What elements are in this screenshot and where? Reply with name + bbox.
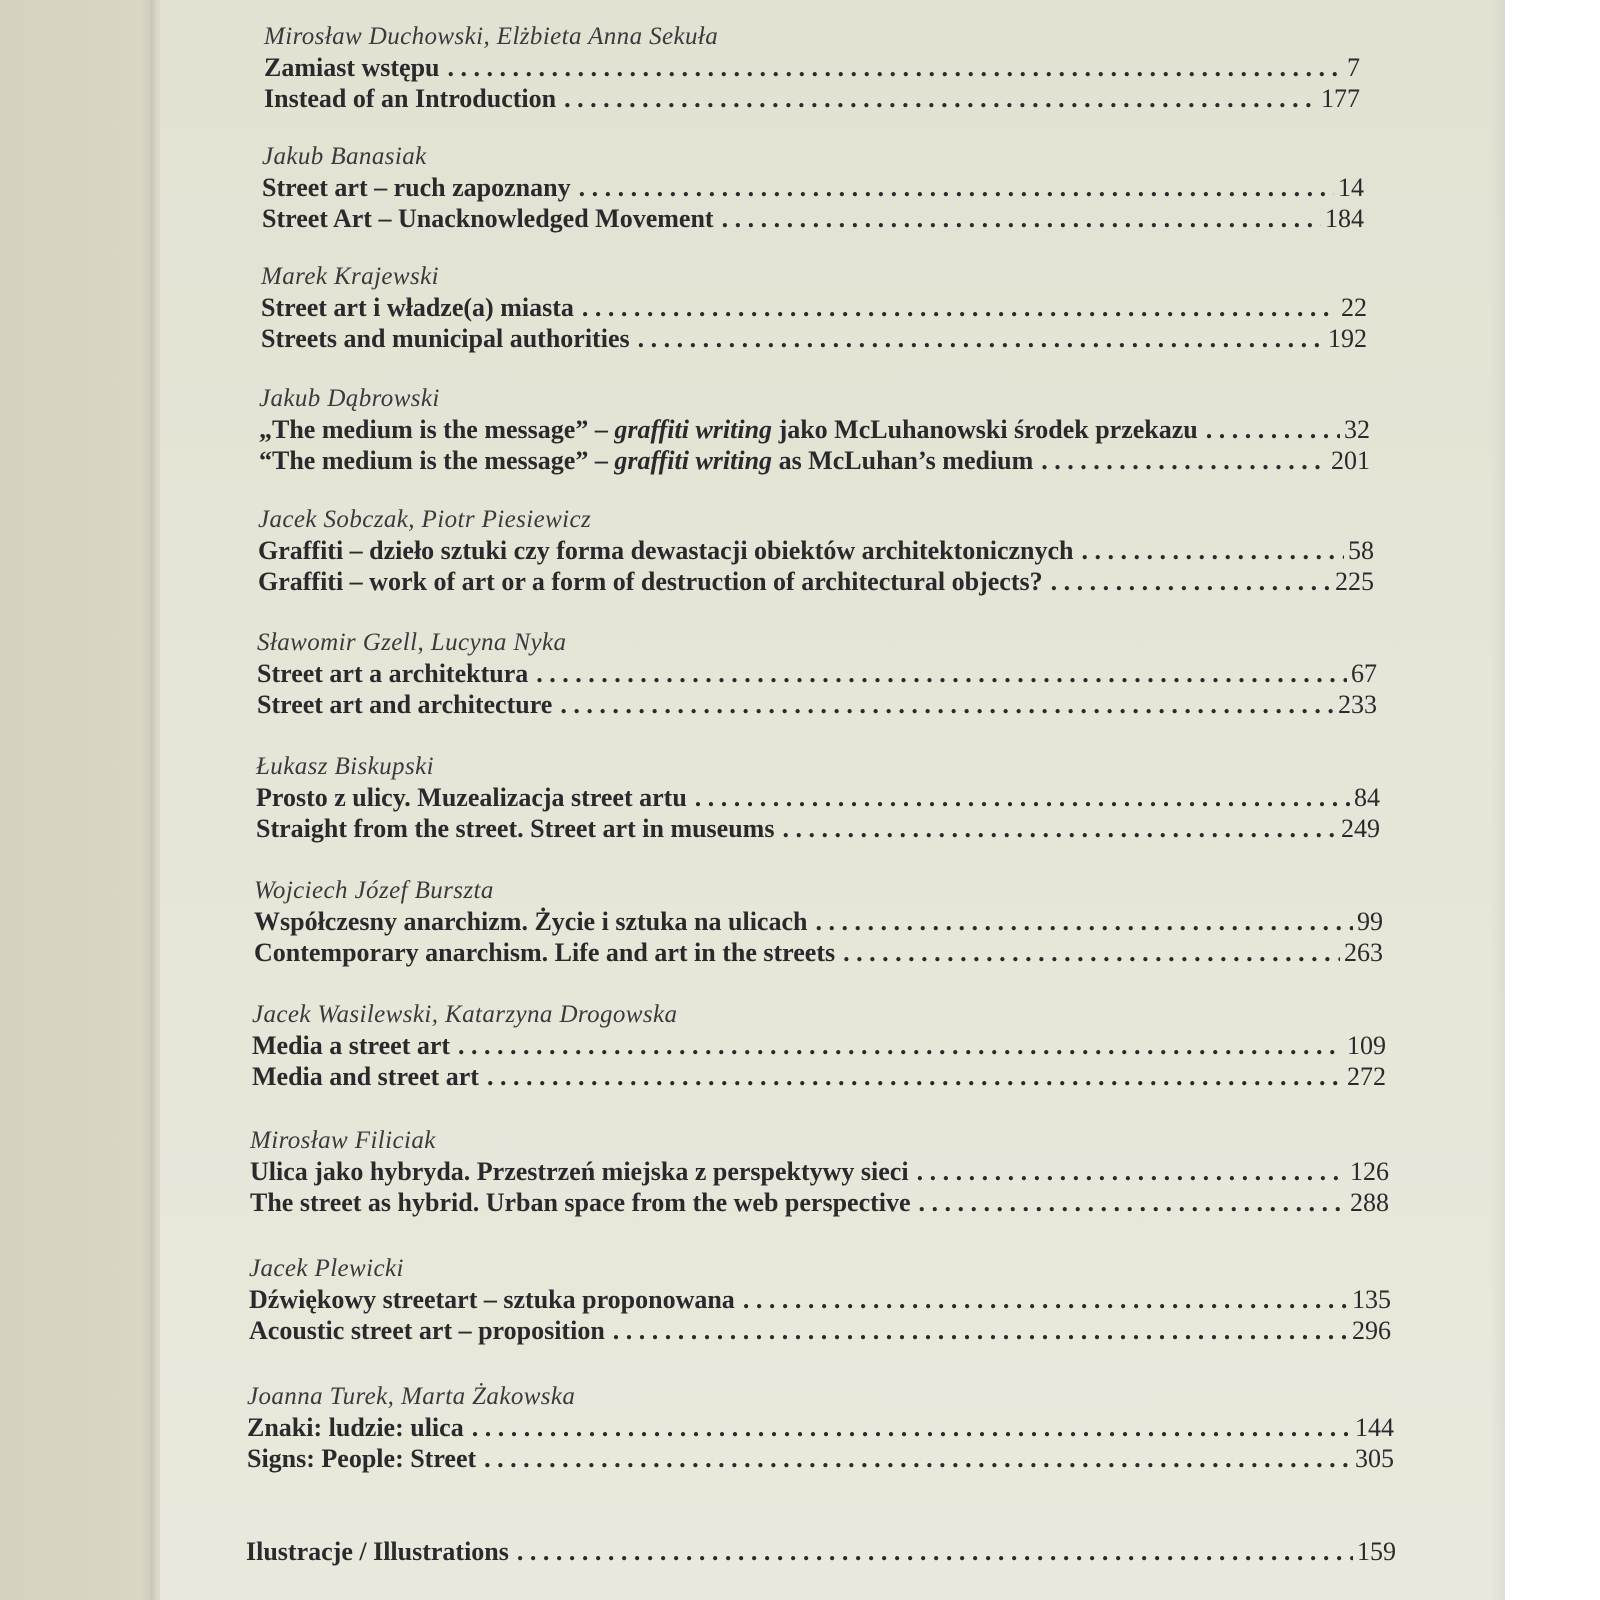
page-number: 296: [1352, 1316, 1391, 1345]
entry-title: Dźwiękowy streetart – sztuka proponowana: [249, 1285, 735, 1314]
toc-entry: [249, 1254, 1391, 1346]
entry-title: Ulica jako hybryda. Przestrzeń miejska z perspektywy sieci: [250, 1157, 909, 1186]
page-number: 84: [1354, 783, 1380, 812]
toc-entry: [254, 876, 1383, 968]
entry-title: Street art a architektura: [257, 659, 529, 688]
dot-leader: [1082, 535, 1345, 566]
dot-leader: [582, 292, 1337, 323]
entry-title: Prosto z ulicy. Muzealizacja street artu: [256, 783, 687, 812]
dot-leader: [695, 782, 1350, 813]
dot-leader: [560, 689, 1334, 720]
entry-title: Streets and municipal authorities: [261, 324, 630, 353]
page-number: 305: [1355, 1444, 1394, 1473]
entry-line[interactable]: [246, 1536, 1396, 1567]
entry-line-en[interactable]: [249, 1315, 1391, 1346]
entry-line-pl[interactable]: [262, 172, 1364, 203]
toc-entry: [247, 1382, 1394, 1474]
dot-leader: [1041, 445, 1327, 476]
entry-line-pl[interactable]: [247, 1412, 1394, 1443]
entry-author: Joanna Turek, Marta Żakowska: [247, 1383, 576, 1410]
title-emphasis: graffiti writing: [614, 446, 773, 475]
page-number: 144: [1355, 1413, 1394, 1442]
entry-title: Ilustracje / Illustrations: [246, 1537, 509, 1566]
entry-line-en[interactable]: [252, 1061, 1386, 1092]
entry-line-en[interactable]: [259, 445, 1370, 476]
dot-leader: [536, 658, 1347, 689]
entry-title: [259, 414, 1198, 445]
entry-author: Jakub Dąbrowski: [259, 385, 440, 412]
entry-author: Łukasz Biskupski: [256, 753, 434, 780]
entry-author: Jacek Sobczak, Piotr Piesiewicz: [258, 506, 592, 533]
entry-line-pl[interactable]: [259, 414, 1370, 445]
entry-line-pl[interactable]: [257, 658, 1377, 689]
dot-leader: [1206, 414, 1340, 445]
title-emphasis: graffiti writing: [614, 415, 773, 444]
dot-leader: [484, 1443, 1351, 1474]
entry-title: Street art – ruch zapoznany: [262, 173, 571, 202]
entry-line-pl[interactable]: [261, 292, 1367, 323]
dot-leader: [472, 1412, 1351, 1443]
entry-title: Street Art – Unacknowledged Movement: [262, 204, 714, 233]
page-number: 201: [1331, 446, 1370, 475]
page-number: 159: [1357, 1537, 1396, 1566]
dot-leader: [487, 1061, 1343, 1092]
entry-author: Sławomir Gzell, Lucyna Nyka: [257, 629, 567, 656]
entry-line-pl[interactable]: [258, 535, 1374, 566]
toc-entry: [261, 262, 1367, 354]
entry-line-en[interactable]: [254, 937, 1383, 968]
dot-leader: [782, 813, 1337, 844]
title-part: jako McLuhanowski środek przekazu: [772, 415, 1198, 444]
entry-title: Graffiti – dzieło sztuki czy forma dewastacji obiektów architektonicznych: [258, 536, 1074, 565]
entry-title: Street art and architecture: [257, 690, 553, 719]
entry-title: Media and street art: [252, 1062, 479, 1091]
entry-line-en[interactable]: [256, 813, 1380, 844]
page-number: 192: [1328, 324, 1367, 353]
entry-author: Mirosław Duchowski, Elżbieta Anna Sekuła: [264, 23, 719, 50]
dot-leader: [843, 937, 1340, 968]
entry-author: Wojciech Józef Burszta: [254, 877, 494, 904]
dot-leader: [638, 323, 1324, 354]
entry-title: Signs: People: Street: [247, 1444, 477, 1473]
entry-author: Marek Krajewski: [261, 263, 439, 290]
entry-title: [259, 445, 1033, 476]
toc-entry: [250, 1126, 1389, 1218]
entry-author: Jakub Banasiak: [262, 143, 427, 170]
entry-line-en[interactable]: [247, 1443, 1394, 1474]
entry-author: Mirosław Filiciak: [250, 1127, 436, 1154]
entry-title: Straight from the street. Street art in museums: [256, 814, 775, 843]
page-number: 32: [1344, 415, 1370, 444]
page-number: 249: [1341, 814, 1380, 843]
dot-leader: [517, 1536, 1353, 1567]
page-number: 225: [1335, 567, 1374, 596]
toc-entry: [257, 628, 1377, 720]
entry-title: The street as hybrid. Urban space from the web perspective: [250, 1188, 911, 1217]
entry-title: Media a street art: [252, 1031, 451, 1060]
entry-title: Znaki: ludzie: ulica: [247, 1413, 464, 1442]
entry-line-pl[interactable]: [250, 1156, 1389, 1187]
dot-leader: [613, 1315, 1348, 1346]
page-number: 109: [1347, 1031, 1386, 1060]
entry-line-en[interactable]: [250, 1187, 1389, 1218]
title-part: as McLuhan’s medium: [772, 446, 1034, 475]
dot-leader: [722, 203, 1321, 234]
entry-title: Acoustic street art – proposition: [249, 1316, 605, 1345]
dot-leader: [743, 1284, 1348, 1315]
page-number: 288: [1350, 1188, 1389, 1217]
entry-line-pl[interactable]: [254, 906, 1383, 937]
toc-entry-illustrations: [246, 1536, 1396, 1567]
entry-title: Street art i władze(a) miasta: [261, 293, 574, 322]
page-number: 58: [1348, 536, 1374, 565]
entry-title: Contemporary anarchism. Life and art in the streets: [254, 938, 836, 967]
toc-entry: [256, 752, 1380, 844]
entry-line-en[interactable]: [264, 83, 1360, 114]
dot-leader: [815, 906, 1353, 937]
page-number: 126: [1350, 1157, 1389, 1186]
toc-entry: [264, 22, 1360, 114]
entry-title: Graffiti – work of art or a form of destruction of architectural objects?: [258, 567, 1043, 596]
dot-leader: [448, 52, 1343, 83]
toc-entry: [258, 505, 1374, 597]
toc-entry: [252, 1000, 1386, 1092]
entry-line-pl[interactable]: [249, 1284, 1391, 1315]
page-number: 22: [1341, 293, 1367, 322]
title-part: “The medium is the message” –: [259, 446, 615, 475]
page-number: 14: [1338, 173, 1364, 202]
entry-line-pl[interactable]: [264, 52, 1360, 83]
entry-title: Współczesny anarchizm. Życie i sztuka na ulicach: [254, 907, 808, 936]
entry-line-pl[interactable]: [252, 1030, 1386, 1061]
entry-title: Zamiast wstępu: [264, 53, 440, 82]
dot-leader: [564, 83, 1317, 114]
entry-author: Jacek Wasilewski, Katarzyna Drogowska: [252, 1001, 678, 1028]
page-number: 184: [1325, 204, 1364, 233]
page-number: 272: [1347, 1062, 1386, 1091]
dot-leader: [917, 1156, 1346, 1187]
entry-line-en[interactable]: [261, 323, 1367, 354]
page-number: 7: [1347, 53, 1360, 82]
entry-line-pl[interactable]: [256, 782, 1380, 813]
entry-line-en[interactable]: [257, 689, 1377, 720]
title-part: „The medium is the message” –: [259, 415, 615, 444]
page-number: 67: [1351, 659, 1377, 688]
dot-leader: [919, 1187, 1346, 1218]
entry-line-en[interactable]: [262, 203, 1364, 234]
toc-entry: [262, 142, 1364, 234]
page-number: 233: [1338, 690, 1377, 719]
entry-title: Instead of an Introduction: [264, 84, 557, 113]
entry-line-en[interactable]: [258, 566, 1374, 597]
page-number: 135: [1352, 1285, 1391, 1314]
dot-leader: [458, 1030, 1343, 1061]
page-number: 99: [1357, 907, 1383, 936]
page-number: 263: [1344, 938, 1383, 967]
dot-leader: [579, 172, 1334, 203]
page-number: 177: [1321, 84, 1360, 113]
dot-leader: [1051, 566, 1331, 597]
entry-author: Jacek Plewicki: [249, 1255, 404, 1282]
toc-entry: [259, 384, 1370, 476]
